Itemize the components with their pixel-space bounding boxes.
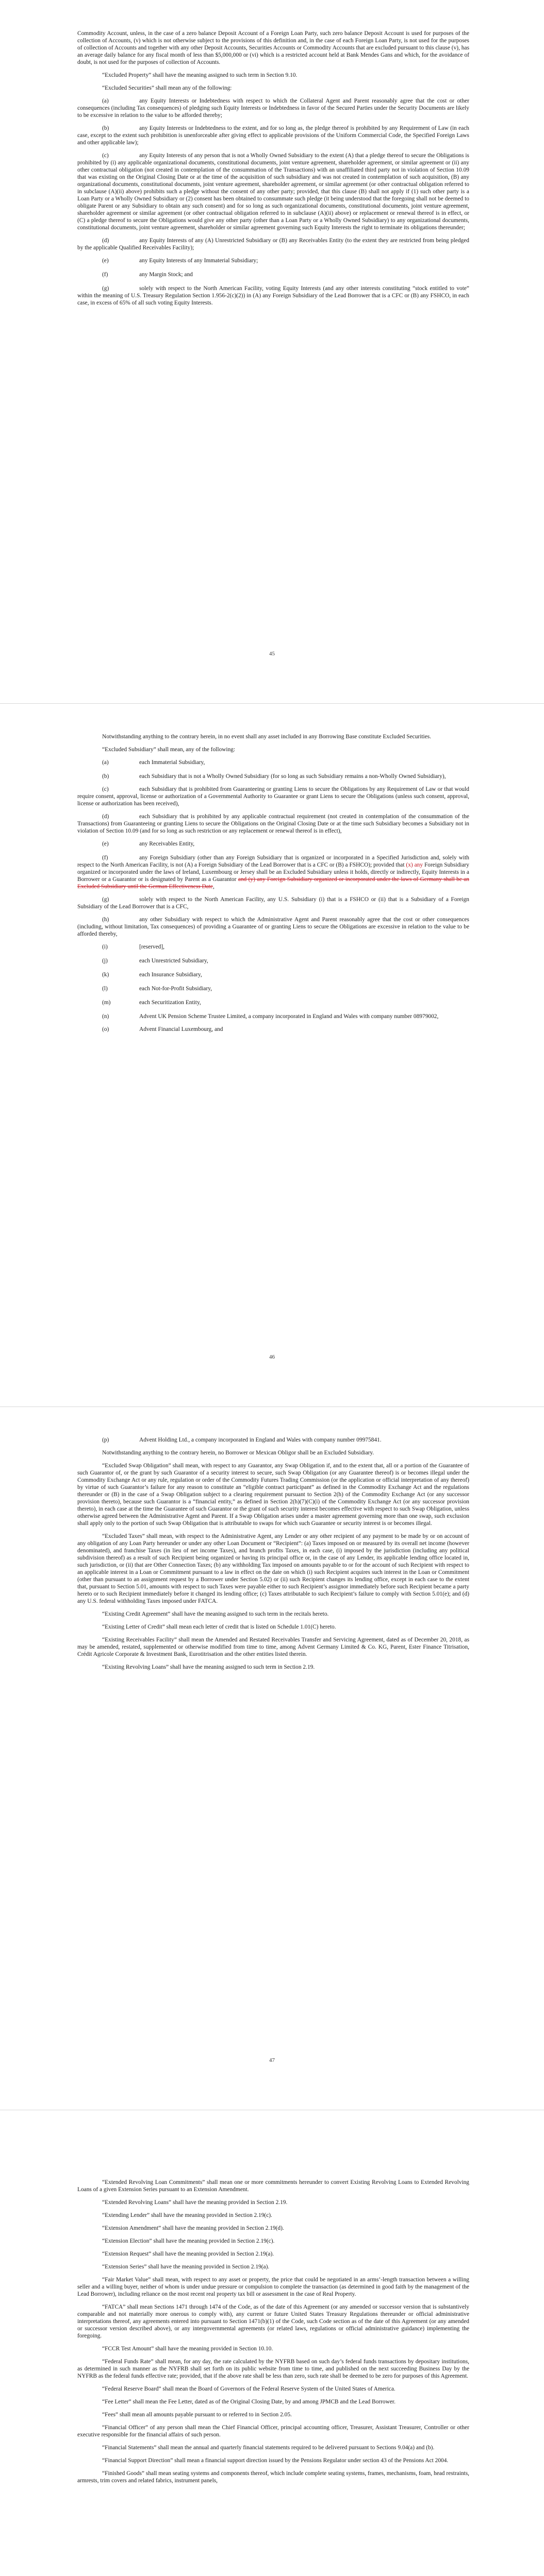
definition: “Extension Request” shall have the meaning provided in Section 2.19(a). xyxy=(102,2251,274,2257)
list-item: (e) any Equity Interests of any Immaterial Subsidiary; xyxy=(102,258,258,264)
list-item: (c) any Equity Interests of any person that is not a Wholly Owned Subsidiary to the extent (A) that a pledge thereof to secure the Obligations is prohibited by (i) any applicable organizational documents, constitutional documents, joint venture agreement, shareholder agreement, or similar agreement or (ii) any other contractual obligation (not created in contemplation of the consummation of the Transactions) with an unaffiliated third party not in violation of Section 10.09 that was existing on the Original Closing Date or at the time of the acquisition of such subsidiary and was not created in contemplation of such acquisition, (B) any organizational documents, constitutional documents, joint venture agreement, shareholder agreement, or similar agreement (or other contractual obligation referred to in subclause (A)(ii) above) prohibits such a pledge without the consent of any other party; provided, that this clause (B) shall not apply if (1) such other party is a Loan Party or a Wholly Owned Subsidiary or (2) consent has been obtained to consummate such pledge (it being understood that the foregoing shall not be deemed to obligate Parent or any Subsidiary to obtain any such consent) and for so long as such organizational documents, constitutional documents, joint venture agreement, shareholder agreement or similar agreement (or other contractual obligation referred to in subclause (A)(ii) above) or replacement or renewal thereof is in effect, or (C) a pledge thereof to secure the Obligations would give any other party (other than a Loan Party or a Wholly Owned Subsidiary) to any organizational documents, constitutional documents, joint venture agreement, shareholder or similar agreement governing such Equity Interests the right to terminate its obligations thereunder; xyxy=(77,152,469,231)
definition: “Financial Statements” shall mean the annual and quarterly financial statements required to be delivered pursuant to Sections 9.04(a) and (b). xyxy=(102,2445,435,2451)
list-item: (i) [reserved], xyxy=(102,944,165,950)
list-item: (p) Advent Holding Ltd., a company incorporated in England and Wales with company number 09975841. xyxy=(102,1437,382,1443)
paragraph: Notwithstanding anything to the contrary herein, in no event shall any asset included in any Borrowing Base constitute Excluded Securities. xyxy=(102,734,432,740)
definition: “Fee Letter” shall mean the Fee Letter, dated as of the Original Closing Date, by and among JPMCB and the Lead Borrower. xyxy=(102,2399,395,2405)
page-number: 47 xyxy=(269,2057,275,2063)
definition-excluded-taxes: “Excluded Taxes” shall mean, with respect to the Administrative Agent, any Lender or any other recipient of any payment to be made by or on account of any obligation of any Loan Party hereunder or under any other Loan Document or “Recipient”: (a) Taxes imposed on or measured by its overall net income (however denominated), and franchise Taxes (in lieu of net income Taxes), and branch profits Taxes, in each case, (i) imposed by the jurisdiction (including any political subdivision thereof) as a result of such Recipient being organized or having its principal office or, in the case of any Lender, its applicable lending office located in, such jurisdiction, or (ii) that are Other Connection Taxes; (b) any withholding Tax imposed on amounts payable to or for the account of such Recipient with respect to an applicable interest in a Loan or Commitment pursuant to a law in effect on the date on which (i) such Recipient acquires such interest in the Loan or Commitment (other than pursuant to an assignment request by a Borrower under Section 5.02) or (ii) such Recipient changes its lending office, except in each case to the extent that, pursuant to Section 5.01, amounts with respect to such Taxes were payable either to such Recipient’s assignor immediately before such Recipient became a party hereto or to such Recipient immediately before it changed its lending office; (c) Taxes attributable to such Recipient’s failure to comply with Section 5.01(e); and (d) any U.S. federal withholding Taxes imposed under FATCA. xyxy=(77,1533,469,1604)
list-item: (h) any other Subsidiary with respect to which the Administrative Agent and Parent reasonably agree that the cost or other consequences (including, without limitation, Tax consequences) of providing a Guarantee of or granting Liens to secure the Obligations are excessive in relation to the value to be afforded thereby, xyxy=(77,917,469,937)
list-item: (e) any Receivables Entity, xyxy=(102,841,195,847)
paragraph: Commodity Account, unless, in the case of a zero balance Deposit Account of a Foreign Loan Party, such zero balance Deposit Account is used for purposes of the collection of Accounts, (v) which is not otherwise subject to the provisions of this definition and, in the case of each Foreign Loan Party, is not used for the purposes of collection of Accounts and together with any other Deposit Accounts, Securities Accounts or Commodity Accounts that are excluded pursuant to this clause (v), has an average daily balance for any fiscal month of less than $5,000,000 or (vi) which is a restricted account held at Bank Mendes Gans and which, for the avoidance of doubt, is not used for the purposes of collection of Accounts. xyxy=(77,30,469,65)
definition-excluded-property: “Excluded Property” shall have the meaning assigned to such term in Section 9.10. xyxy=(102,72,298,78)
document-page-46 xyxy=(0,703,544,1406)
definition-excluded-securities: “Excluded Securities” shall mean any of the following: xyxy=(102,85,232,91)
definition-excluded-swap-obligation: “Excluded Swap Obligation” shall mean, with respect to any Guarantor, any Swap Obligation if, and to the extent that, all or a portion of the Guarantee of such Guarantor of, or the grant by such Guarantor of a security interest to secure, such Swap Obligation (or any Guarantee thereof) is or becomes illegal under the Commodity Exchange Act or any rule, regulation or order of the Commodity Futures Trading Commission (or the application or official interpretation of any thereof) by virtue of such Guarantor’s failure for any reason to constitute an “eligible contract participant” as defined in the Commodity Exchange Act and the regulations thereunder or (B) in the case of a Swap Obligation subject to a clearing requirement pursuant to Section 2(h) of the Commodity Exchange Act (or any successor provision thereto), because such Guarantor is a “financial entity,” as defined in Section 2(h)(7)(C)(i) of the Commodity Exchange Act (or any successor provision thereto), in each case at the time the Guarantee of such Guarantor or the grant of such security interest becomes effective with respect to such Swap Obligation, unless otherwise agreed between the Administrative Agent and Parent. If a Swap Obligation arises under a master agreement governing more than one swap, such exclusion shall apply only to the portion of such Swap Obligation that is attributable to swaps for which such Guarantee or security interest is or becomes illegal. xyxy=(77,1463,469,1527)
list-item: (o) Advent Financial Luxembourg, and xyxy=(102,1026,223,1032)
definition: “FATCA” shall mean Sections 1471 through 1474 of the Code, as of the date of this Agreement (or any amended or successor version that is substantively comparable and not materially more onerous to comply with), any current or future United States Treasury Regulations thereunder or official administrative interpretations thereof, any agreements entered into pursuant to Section 1471(b)(1) of the Code, such Code section as of the date of this Agreement (or any amended or successor version described above), or any intergovernmental agreements (or related laws, regulations or official administrative guidance) implementing the foregoing. xyxy=(77,2304,469,2339)
definition: “Federal Funds Rate” shall mean, for any day, the rate calculated by the NYFRB based on such day’s federal funds transactions by depositary institutions, as determined in such manner as the NYFRB shall set forth on its public website from time to time, and published on the next succeeding Business Day by the NYFRB as the federal funds effective rate; provided, that if the above rate shall be less than zero, such rate shall be deemed to be zero for purposes of this Agreement. xyxy=(77,2359,469,2379)
definition-existing-credit-agreement: “Existing Credit Agreement” shall have the meaning assigned to such term in the recitals hereto. xyxy=(102,1611,329,1617)
definition: “Fees” shall mean all amounts payable pursuant to or referred to in Section 2.05. xyxy=(102,2412,292,2418)
page-divider xyxy=(0,1406,544,1407)
page-divider xyxy=(0,703,544,704)
list-item: (l) each Not-for-Profit Subsidiary, xyxy=(102,986,212,992)
list-item: (m) each Securitization Entity, xyxy=(102,999,201,1006)
list-item: (b) any Equity Interests or Indebtedness to the extent, and for so long as, the pledge thereof is prohibited by any Requirement of Law (in each case, except to the extent such prohibition is unenforceable after giving effect to applicable provisions of the Uniform Commercial Code, the Specified Foreign Laws and other applicable law); xyxy=(77,125,469,146)
definition: “Extending Lender” shall have the meaning provided in Section 2.19(c). xyxy=(102,2212,272,2218)
list-item: (a) each Immaterial Subsidiary, xyxy=(102,759,205,766)
definition-existing-receivables-facility: “Existing Receivables Facility” shall mean the Amended and Restated Receivables Transfer and Servicing Agreement, dated as of December 20, 2018, as may be amended, restated, supplemented or otherwise modified from time to time, among Advent Germany Limited & Co. KG, Parent, Ester Finance Titrisation, Crédit Agricole Corporate & Investment Bank, Eurotitrisation and the other entities listed therein. xyxy=(77,1637,469,1657)
paragraph: Notwithstanding anything to the contrary herein, no Borrower or Mexican Obligor shall be an Excluded Subsidiary. xyxy=(102,1450,374,1456)
inserted-text: (x) any xyxy=(406,862,423,868)
page-number: 45 xyxy=(269,651,275,657)
page-content xyxy=(77,1436,469,1676)
list-item: (d) each Subsidiary that is prohibited by any applicable contractual requirement (not created in contemplation of the consummation of the Transactions) from Guaranteeing or granting Liens to secure the Obligations on the Original Closing Date or at the time such Subsidiary becomes a Subsidiary not in violation of Section 10.09 (and for so long as such restriction or any replacement or renewal thereof is in effect), xyxy=(77,814,469,834)
definition: “Fair Market Value” shall mean, with respect to any asset or property, the price that could be negotiated in an arms’-length transaction between a willing seller and a willing buyer, neither of whom is under undue pressure or compulsion to complete the transaction (as determined in good faith by the management of the Lead Borrower), including reliance on the most recent real property tax bill or assessment in the case of Real Property. xyxy=(77,2277,469,2297)
list-item: (k) each Insurance Subsidiary, xyxy=(102,972,202,978)
definition-existing-letter-of-credit: “Existing Letter of Credit” shall mean each letter of credit that is listed on Schedule 1.01(C) hereto. xyxy=(102,1624,336,1630)
definition-existing-revolving-loans: “Existing Revolving Loans” shall have the meaning assigned to such term in Section 2.19. xyxy=(102,1664,315,1670)
definition: “FCCR Test Amount” shall have the meaning provided in Section 10.10. xyxy=(102,2346,273,2352)
definition-excluded-subsidiary: “Excluded Subsidiary” shall mean, any of the following: xyxy=(102,747,236,753)
page-content xyxy=(77,2179,469,2490)
document-page-48 xyxy=(0,2110,544,2576)
definition: “Financial Support Direction” shall mean a financial support direction issued by the Pensions Regulator under section 43 of the Pensions Act 2004. xyxy=(102,2458,449,2464)
definition: “Extension Amendment” shall have the meaning provided in Section 2.19(d). xyxy=(102,2225,284,2231)
list-item: (g) solely with respect to the North American Facility, voting Equity Interests (and any other interests constituting “stock entitled to vote” within the meaning of U.S. Treasury Regulation Section 1.956-2(c)(2)) in (A) any Foreign Subsidiary of the Lead Borrower that is a CFC or (B) any FSHCO, in each case, in excess of 65% of all such voting Equity Interests. xyxy=(77,285,469,306)
definition: “Extension Election” shall have the meaning provided in Section 2.19(c). xyxy=(102,2238,275,2244)
definition: “Federal Reserve Board” shall mean the Board of Governors of the Federal Reserve System of the United States of America. xyxy=(102,2386,395,2392)
page-content xyxy=(77,733,469,1040)
list-item: (d) any Equity Interests of any (A) Unrestricted Subsidiary or (B) any Receivables Entity (to the extent they are restricted from being pledged by the applicable Qualified Receivables Facility); xyxy=(77,238,469,251)
list-item: (c) each Subsidiary that is prohibited from Guaranteeing or granting Liens to secure the Obligations by any Requirement of Law or that would require consent, approval, license or authorization of a Governmental Authority to Guarantee or grant Liens to secure the Obligations (unless such consent, approval, license or authorization has been received), xyxy=(77,786,469,807)
page-content xyxy=(77,30,469,312)
document-page-45 xyxy=(0,0,544,703)
list-item-with-revision: (f) any Foreign Subsidiary (other than any Foreign Subsidiary that is organized or incorporated in a Specified Jurisdiction and, solely with respect to the North American Facility, is not (A) a Foreign Subsidiary of the Lead Borrower that is a CFC or (B) a FSHCO); provided that (x) any Foreign Subsidiary organized or incorporated under the laws of Ireland, Luxembourg or Jersey shall be an Excluded Subsidiary unless it holds, directly or indirectly, Equity Interests in a Borrower or a Guarantor or is designated by Parent as a Guarantor and (y) any Foreign Subsidiary organized or incorporated under the laws of Germany shall be an Excluded Subsidiary until the German Effectiveness Date, xyxy=(77,855,470,890)
definition: “Extended Revolving Loans” shall have the meaning provided in Section 2.19. xyxy=(102,2199,288,2206)
definition: “Extended Revolving Loan Commitments” shall mean one or more commitments hereunder to convert Existing Revolving Loans to Extended Revolving Loans of a given Extension Series pursuant to an Extension Amendment. xyxy=(77,2179,469,2193)
definition: “Extension Series” shall have the meaning provided in Section 2.19(a). xyxy=(102,2264,270,2270)
page-number: 46 xyxy=(269,1354,275,1360)
definition: “Financial Officer” of any person shall mean the Chief Financial Officer, principal accounting officer, Treasurer, Assistant Treasurer, Controller or other executive responsible for the financial affairs of such person. xyxy=(77,2425,469,2438)
list-item: (a) any Equity Interests or Indebtedness with respect to which the Collateral Agent and Parent reasonably agree that the cost or other consequences (including Tax consequences) of pledging such Equity Interests or Indebtedness in favor of the Secured Parties under the Security Documents are likely to be excessive in relation to the value to be afforded thereby; xyxy=(77,98,469,118)
document-page-47 xyxy=(0,1406,544,2110)
list-item: (j) each Unrestricted Subsidiary, xyxy=(102,958,208,964)
definition: “Finished Goods” shall mean seating systems and components thereof, which include complete seating systems, frames, mechanisms, foam, head restraints, armrests, trim covers and related fabrics, instrument panels, xyxy=(77,2470,469,2484)
deleted-text: and (y) any Foreign Subsidiary organized or incorporated under the laws of Germany shall be an Excluded Subsidiary until the German Effectiveness Date xyxy=(77,876,469,890)
list-item: (b) each Subsidiary that is not a Wholly Owned Subsidiary (for so long as such Subsidiary remains a non-Wholly Owned Subsidiary), xyxy=(102,773,446,779)
list-item: (g) solely with respect to the North American Facility, any U.S. Subsidiary (i) that is a FSHCO or (ii) that is a Subsidiary of a Foreign Subsidiary of the Lead Borrower that is a CFC, xyxy=(77,896,469,910)
list-item: (n) Advent UK Pension Scheme Trustee Limited, a company incorporated in England and Wales with company number 08979002, xyxy=(102,1013,439,1020)
list-item: (f) any Margin Stock; and xyxy=(102,272,193,278)
